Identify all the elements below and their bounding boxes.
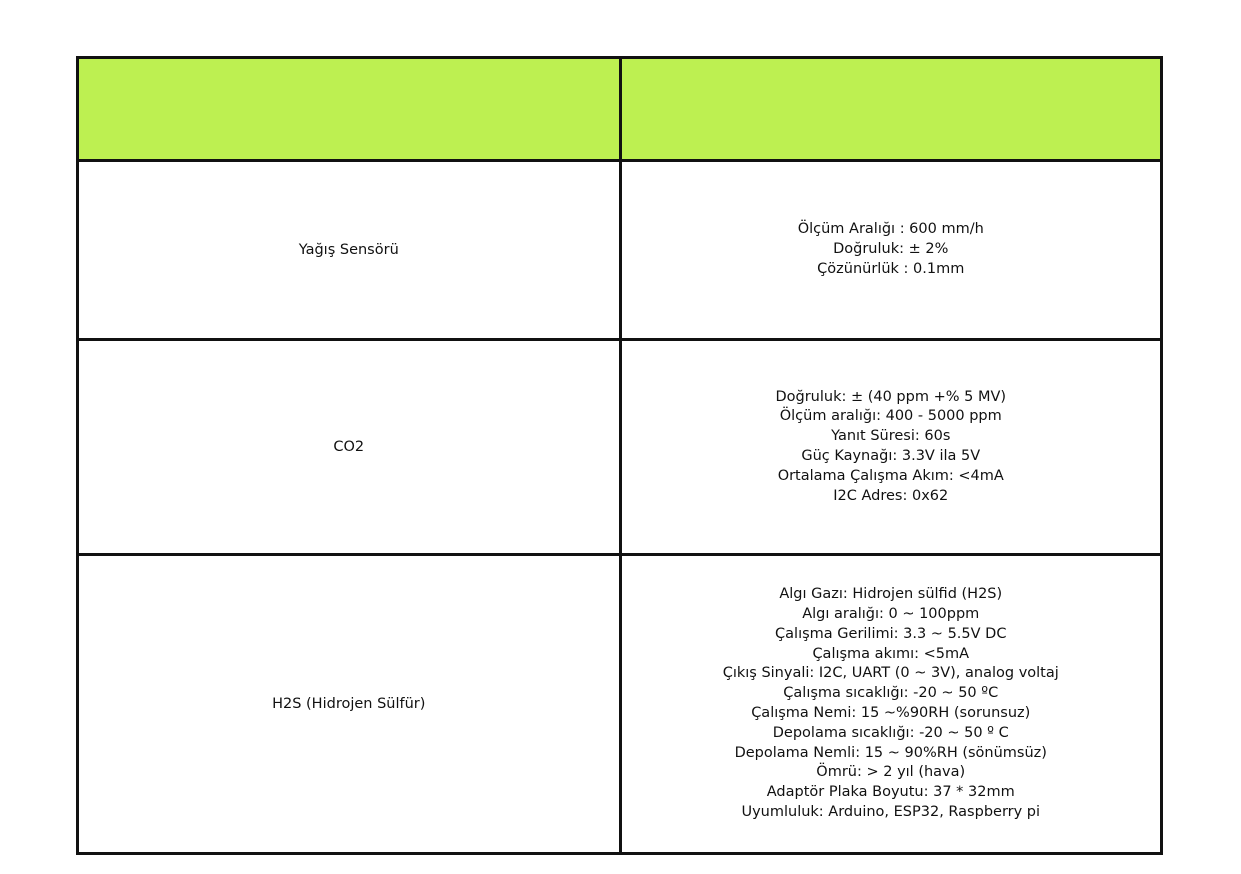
sensor-specs-cell: [620, 554, 1162, 853]
spec-list: [628, 388, 1155, 507]
spec-line: Çalışma Nemi: 15 ~%90RH (sorunsuz): [751, 704, 1031, 721]
spec-line: Uyumluluk: Arduino, ESP32, Raspberry pi: [741, 803, 1041, 820]
spec-line: Doğruluk: ± 2%: [833, 241, 949, 258]
spec-line: Algı Gazı: Hidrojen sülfid (H2S): [779, 586, 1003, 603]
spec-line: Doğruluk: ± (40 ppm +% 5 MV): [775, 388, 1007, 405]
spec-list: [628, 220, 1155, 279]
header-cell-specs: [620, 58, 1162, 161]
spec-list: [628, 585, 1155, 823]
table-row: [78, 554, 1162, 853]
spec-line: Ömrü: > 2 yıl (hava): [816, 764, 966, 781]
spec-line: Depolama Nemli: 15 ~ 90%RH (sönümsüz): [734, 744, 1047, 761]
spec-line: Çalışma akımı: <5mA: [812, 645, 970, 662]
table-header-row: [78, 58, 1162, 161]
spec-line: Algı aralığı: 0 ~ 100ppm: [802, 605, 980, 622]
sensor-name-cell: CO2: [78, 340, 621, 555]
spec-line: I2C Adres: 0x62: [833, 487, 949, 504]
sensor-specs-cell: [620, 340, 1162, 555]
spec-line: Depolama sıcaklığı: -20 ~ 50 º C: [772, 724, 1009, 741]
sensor-name-cell: Yağış Sensörü: [78, 161, 621, 340]
spec-line: Çalışma sıcaklığı: -20 ~ 50 ºC: [783, 685, 999, 702]
sensor-name-cell: H2S (Hidrojen Sülfür): [78, 554, 621, 853]
spec-line: Ölçüm Aralığı : 600 mm/h: [797, 221, 984, 238]
spec-line: Ortalama Çalışma Akım: <4mA: [777, 467, 1004, 484]
sensor-specs-cell: [620, 161, 1162, 340]
spec-line: Çalışma Gerilimi: 3.3 ~ 5.5V DC: [775, 625, 1007, 642]
table-row: [78, 161, 1162, 340]
spec-line: Ölçüm aralığı: 400 - 5000 ppm: [779, 408, 1002, 425]
spec-line: Çözünürlük : 0.1mm: [817, 261, 965, 278]
spec-line: Çıkış Sinyali: I2C, UART (0 ~ 3V), analog voltaj: [722, 665, 1059, 682]
spec-line: Yanıt Süresi: 60s: [831, 428, 951, 445]
spec-line: Güç Kaynağı: 3.3V ila 5V: [801, 448, 981, 465]
table-row: [78, 340, 1162, 555]
sensor-spec-table: [76, 56, 1163, 855]
header-cell-sensor: [78, 58, 621, 161]
spec-line: Adaptör Plaka Boyutu: 37 * 32mm: [766, 784, 1015, 801]
